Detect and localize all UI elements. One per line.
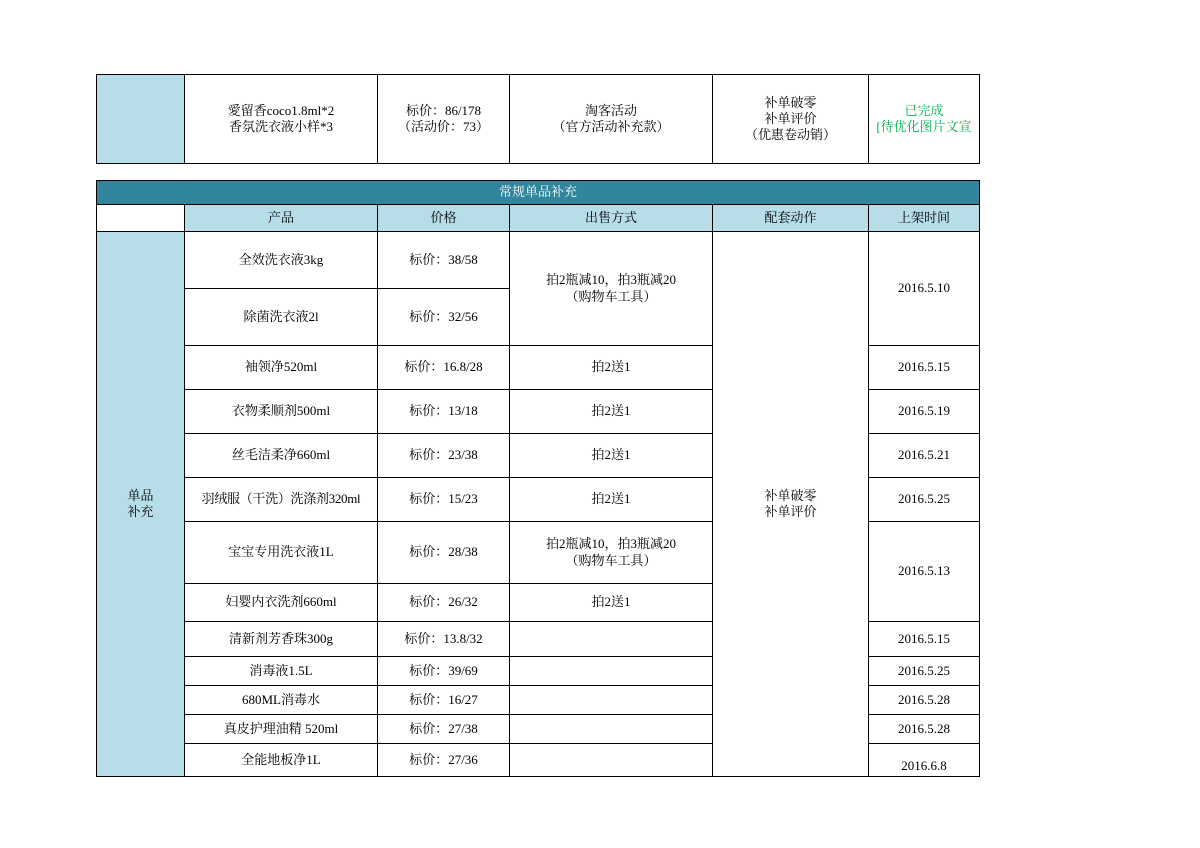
cell-product: 丝毛洁柔净660ml [185, 434, 378, 478]
header-price: 价格 [378, 205, 510, 232]
cell-product: 真皮护理油精 520ml [185, 715, 378, 744]
cell-product: 袖领净520ml [185, 346, 378, 390]
cell-price: 标价：13.8/32 [378, 622, 510, 657]
cell-product: 清新剂芳香珠300g [185, 622, 378, 657]
cell-product: 妇婴内衣洗剂660ml [185, 584, 378, 622]
top-side-cell [97, 75, 185, 164]
header-listing-time: 上架时间 [869, 205, 980, 232]
header-product: 产品 [185, 205, 378, 232]
top-action-text: 补单破零 补单评价 （优惠卷动销） [744, 94, 836, 143]
header-blank [97, 205, 185, 232]
table-row[interactable] [97, 75, 980, 164]
cell-price: 标价：39/69 [378, 657, 510, 686]
banner-row [97, 181, 980, 205]
cell-price: 标价：28/38 [378, 522, 510, 584]
cell-price: 标价：32/56 [378, 289, 510, 346]
cell-product: 全能地板净1L [185, 744, 378, 777]
cell-sale-method: 拍2送1 [510, 478, 713, 522]
top-price-text: 标价：86/178 （活动价：73） [397, 102, 489, 134]
cell-product: 消毒液1.5L [185, 657, 378, 686]
cell-price: 标价：13/18 [378, 390, 510, 434]
header-row [97, 205, 980, 232]
cell-sale-method-text: 拍2瓶减10，拍3瓶减20 （购物车工具） [545, 536, 676, 568]
cell-sale-method [510, 232, 713, 346]
banner-cell: 常规单品补充 [97, 181, 980, 205]
cell-sale-method: 拍2送1 [510, 346, 713, 390]
cell-sale-method [510, 686, 713, 715]
header-action: 配套动作 [713, 205, 869, 232]
cell-price: 标价：38/58 [378, 232, 510, 289]
cell-sale-method: 拍2送1 [510, 390, 713, 434]
top-product-cell [185, 75, 378, 164]
cell-product: 全效洗衣液3kg [185, 232, 378, 289]
side-label-text: 单品 补充 [127, 487, 154, 519]
cell-time: 2016.5.15 [869, 622, 980, 657]
cell-price: 标价：23/38 [378, 434, 510, 478]
cell-time: 2016.5.13 [869, 522, 980, 622]
cell-time: 2016.5.19 [869, 390, 980, 434]
top-action-cell [713, 75, 869, 164]
cell-sale-method-text: 拍2瓶减10，拍3瓶减20 （购物车工具） [545, 272, 676, 304]
top-price-cell [378, 75, 510, 164]
cell-product: 羽绒服（干洗）洗涤剂320ml [185, 478, 378, 522]
table-row[interactable] [97, 232, 980, 289]
top-listing-time-text: 已完成 [待优化图片文宣 [876, 102, 972, 134]
cell-action-text: 补单破零 补单评价 [764, 487, 817, 519]
cell-time: 2016.5.25 [869, 478, 980, 522]
cell-time: 2016.5.25 [869, 657, 980, 686]
cell-time: 2016.5.15 [869, 346, 980, 390]
cell-price: 标价：26/32 [378, 584, 510, 622]
cell-price: 标价：27/38 [378, 715, 510, 744]
side-label-cell [97, 232, 185, 777]
cell-action [713, 232, 869, 777]
cell-sale-method [510, 744, 713, 777]
top-sale-method-cell [510, 75, 713, 164]
cell-time: 2016.6.8 [869, 744, 980, 777]
top-product-text: 愛留香coco1.8ml*2 香氛洗衣液小样*3 [227, 102, 335, 134]
cell-time: 2016.5.21 [869, 434, 980, 478]
top-listing-time-cell [869, 75, 980, 164]
cell-time: 2016.5.28 [869, 715, 980, 744]
cell-product: 宝宝专用洗衣液1L [185, 522, 378, 584]
cell-sale-method [510, 622, 713, 657]
cell-time: 2016.5.28 [869, 686, 980, 715]
cell-sale-method [510, 522, 713, 584]
cell-price: 标价：16/27 [378, 686, 510, 715]
cell-sale-method: 拍2送1 [510, 584, 713, 622]
main-table [96, 180, 980, 777]
top-fragment-table [96, 74, 980, 164]
cell-price: 标价：16.8/28 [378, 346, 510, 390]
cell-sale-method [510, 657, 713, 686]
cell-product: 680ML消毒水 [185, 686, 378, 715]
top-sale-method-text: 淘客活动 （官方活动补充款） [552, 102, 670, 134]
cell-sale-method: 拍2送1 [510, 434, 713, 478]
cell-time: 2016.5.10 [869, 232, 980, 346]
cell-price: 标价：15/23 [378, 478, 510, 522]
header-sale-method: 出售方式 [510, 205, 713, 232]
cell-product: 除菌洗衣液2l [185, 289, 378, 346]
cell-product: 衣物柔顺剂500ml [185, 390, 378, 434]
cell-sale-method [510, 715, 713, 744]
cell-price: 标价：27/36 [378, 744, 510, 777]
